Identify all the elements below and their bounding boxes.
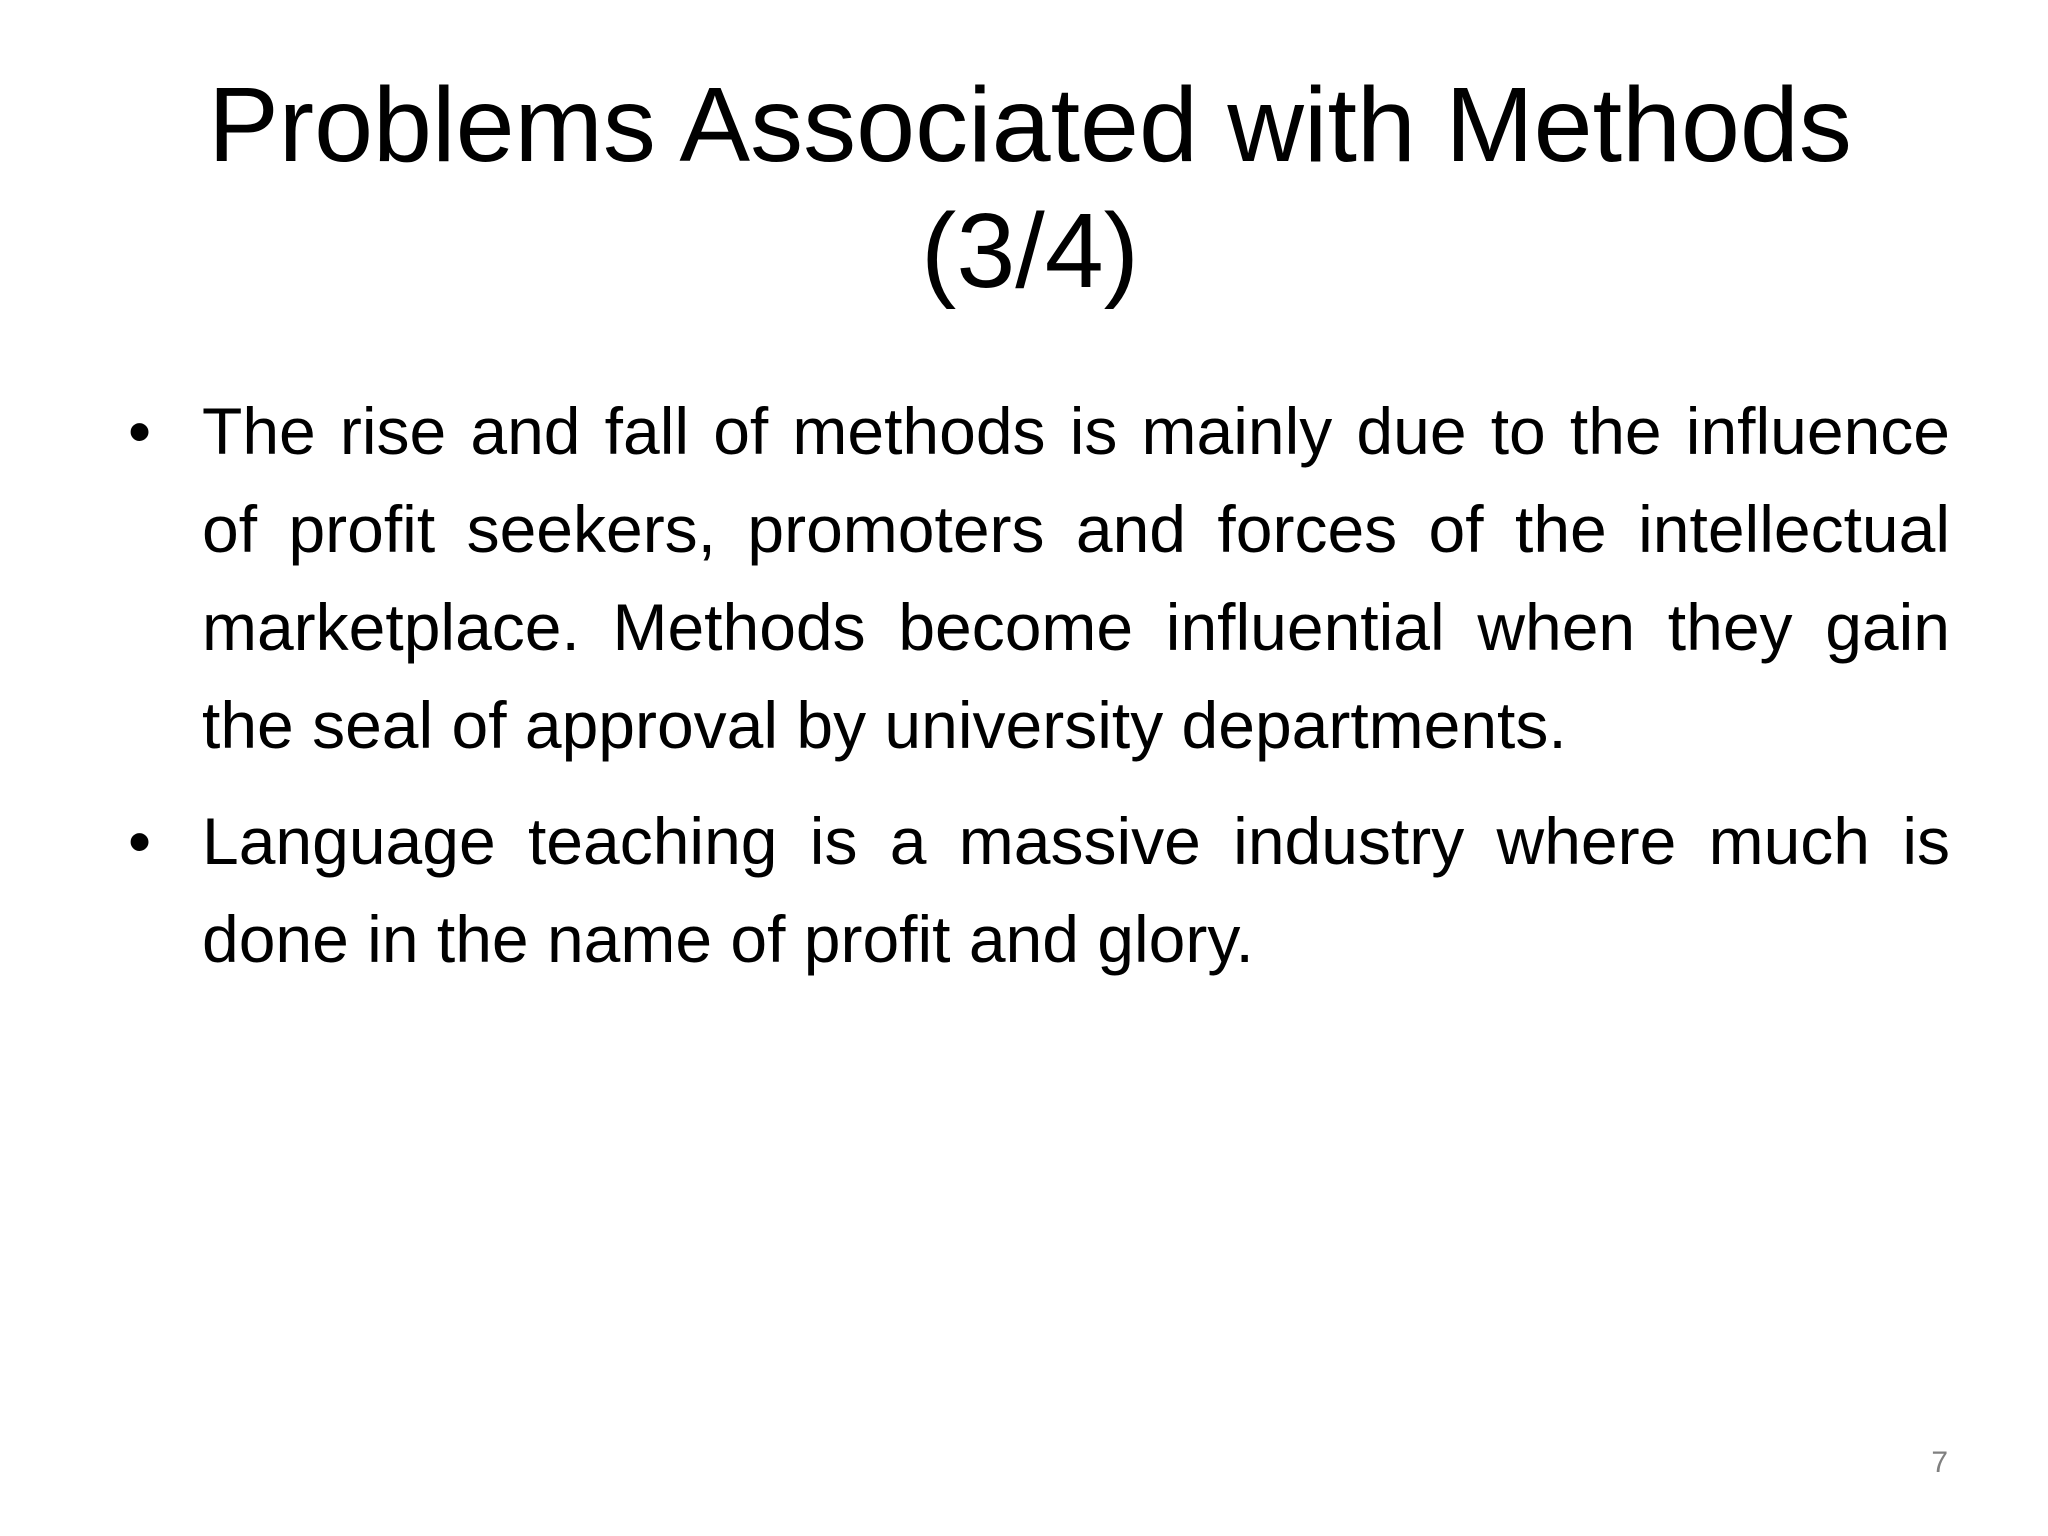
bullet-item xyxy=(120,792,1950,988)
slide-title xyxy=(130,62,1930,314)
bullet-item xyxy=(120,382,1950,774)
bullet-text: The rise and fall of methods is mainly due to the influence of profit seekers, promoters and forces of the intellectual marketplace. Methods become influential when they gain the seal of approval by university departments. xyxy=(202,394,1950,762)
bullet-marker: • xyxy=(128,394,152,468)
bullet-marker: • xyxy=(128,804,152,878)
slide-title-line-1: Problems Associated with Methods xyxy=(208,66,1852,184)
bullet-list xyxy=(120,382,1950,1006)
bullet-text: Language teaching is a massive industry where much is done in the name of profit and glory. xyxy=(202,804,1950,976)
page-number: 7 xyxy=(1931,1446,1948,1479)
slide-title-line-2: (3/4) xyxy=(921,192,1139,310)
